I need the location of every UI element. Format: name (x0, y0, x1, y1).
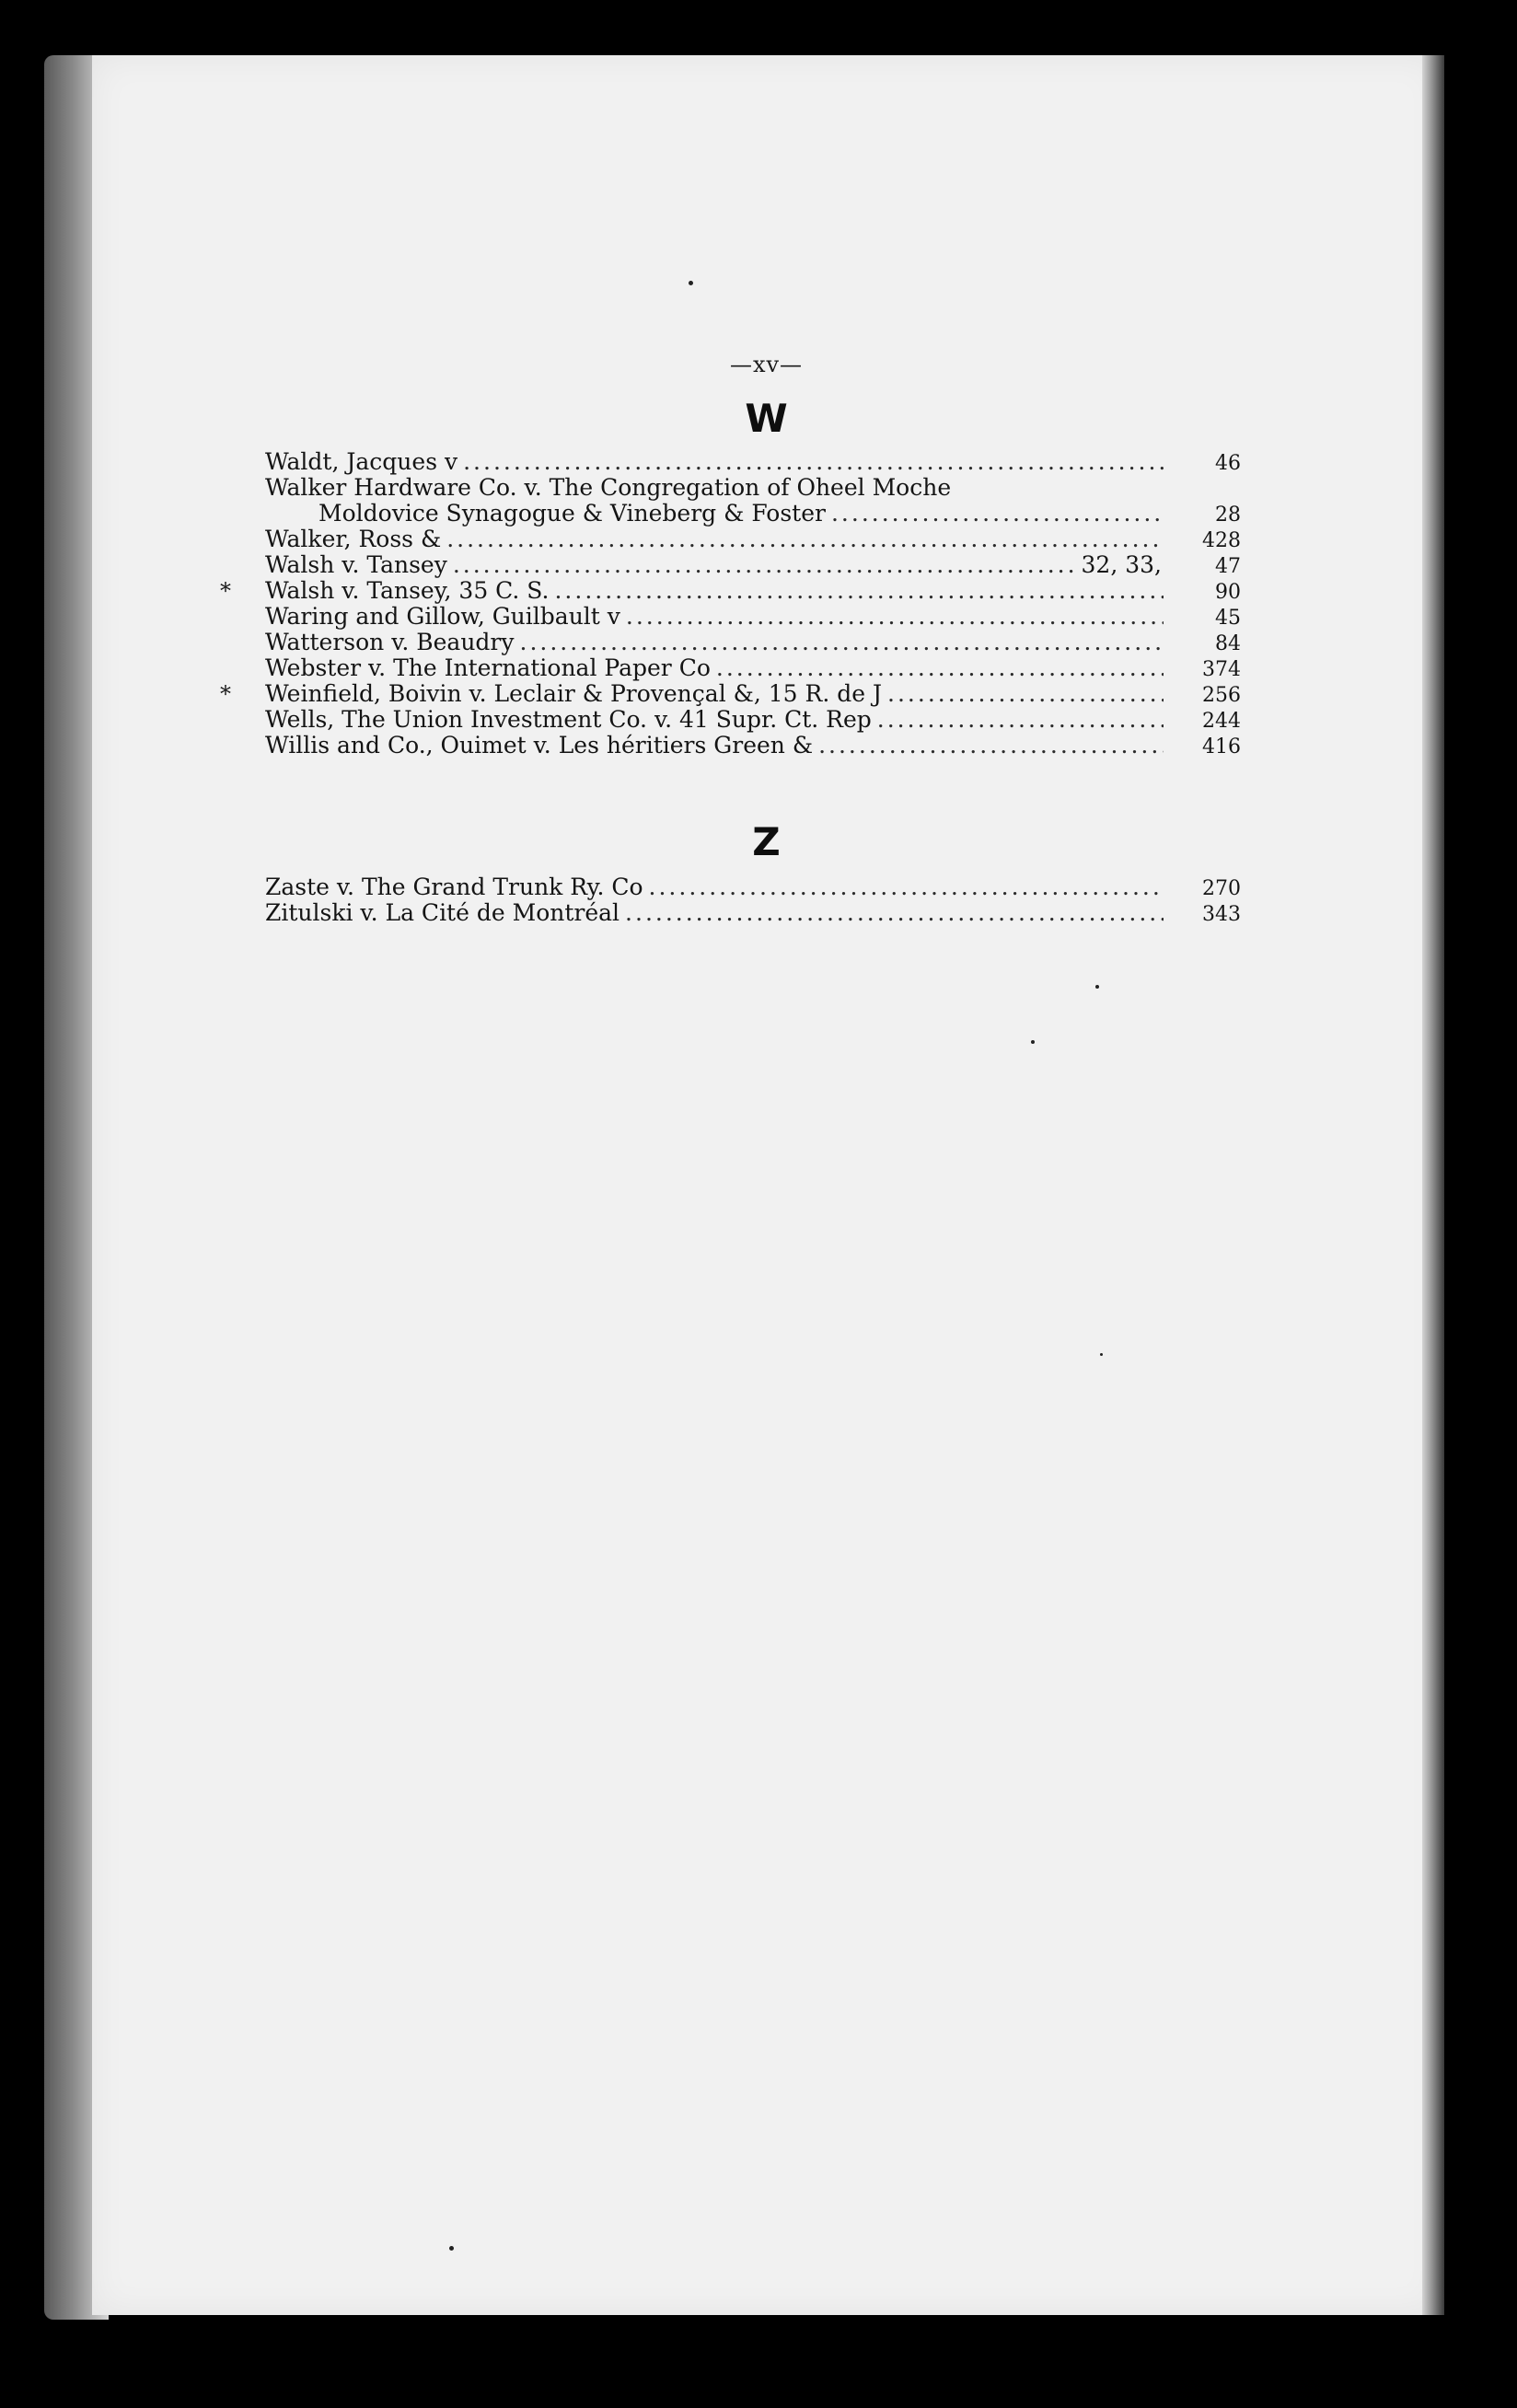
index-entry (265, 707, 1241, 733)
entry-title: Watterson v. Beaudry (265, 629, 515, 655)
dot-leader (463, 449, 1164, 475)
dot-leader (649, 874, 1164, 900)
index-entry (265, 900, 1241, 926)
paper-speck (449, 2246, 454, 2251)
index-entry (220, 577, 1241, 604)
entry-page: 244 (1202, 710, 1241, 733)
entry-title: Zaste v. The Grand Trunk Ry. Co (265, 874, 643, 900)
book-page (92, 55, 1441, 2315)
entry-page: 46 (1215, 452, 1241, 475)
entry-title: Zitulski v. La Cité de Montréal (265, 899, 620, 926)
dot-leader (446, 527, 1164, 552)
page-number: —xv— (729, 352, 804, 377)
index-entry (265, 475, 1241, 527)
dot-leader (831, 501, 1164, 527)
page-edge-shadow (1422, 55, 1444, 2315)
entry-title: Walsh v. Tansey (265, 551, 447, 578)
index-entry (265, 630, 1241, 655)
entry-title: Waring and Gillow, Guilbault v (265, 603, 620, 630)
entry-title: Weinfield, Boivin v. Leclair & Provençal &, 15 R. de J (265, 680, 883, 707)
index-entry (265, 449, 1241, 475)
index-entry (265, 527, 1241, 552)
paper-speck (1095, 985, 1099, 989)
entry-page: 428 (1202, 529, 1241, 552)
index-entry (265, 552, 1241, 578)
dot-leader (554, 578, 1164, 604)
paper-speck (689, 281, 693, 285)
entry-title-continuation: Moldovice Synagogue & Vineberg & Foster (318, 500, 826, 527)
index-entry (265, 874, 1241, 900)
index-list-w (220, 448, 1241, 758)
dot-leader (626, 604, 1164, 630)
entry-title: Walker Hardware Co. v. The Congregation of Oheel Moche (265, 474, 952, 501)
entry-page: 47 (1215, 555, 1241, 578)
entry-page: 84 (1215, 632, 1241, 655)
entry-page: 270 (1202, 877, 1241, 900)
asterisk-marker: * (220, 578, 231, 604)
dot-leader (520, 630, 1164, 655)
entry-page: 374 (1202, 658, 1241, 681)
asterisk-marker: * (220, 681, 231, 707)
index-entry (265, 655, 1241, 681)
dot-leader (716, 655, 1164, 681)
section-heading-w: W (745, 396, 788, 441)
index-list-z (265, 874, 1241, 926)
dot-leader (453, 552, 1076, 578)
entry-title: Walsh v. Tansey, 35 C. S. (265, 577, 550, 604)
entry-title: Waldt, Jacques v (265, 448, 458, 475)
entry-page: 28 (1215, 504, 1241, 527)
dot-leader (877, 707, 1164, 733)
index-entry (265, 733, 1241, 758)
entry-extra-pages: 32, 33, (1081, 551, 1162, 578)
paper-speck (1031, 1040, 1035, 1044)
index-entry (265, 604, 1241, 630)
entry-title: Wells, The Union Investment Co. v. 41 Supr. Ct. Rep (265, 706, 872, 733)
paper-speck (1100, 1353, 1103, 1356)
entry-title: Webster v. The International Paper Co (265, 654, 711, 681)
entry-page: 90 (1215, 581, 1241, 604)
entry-page: 45 (1215, 607, 1241, 630)
entry-page: 416 (1202, 735, 1241, 758)
dot-leader (625, 900, 1164, 926)
entry-title: Walker, Ross & (265, 526, 442, 552)
dot-leader (887, 681, 1164, 707)
entry-page: 343 (1202, 903, 1241, 926)
section-heading-z: Z (752, 819, 781, 864)
dot-leader (818, 733, 1164, 758)
index-entry (220, 680, 1241, 707)
entry-title: Willis and Co., Ouimet v. Les héritiers Green & (265, 732, 814, 758)
entry-page: 256 (1202, 684, 1241, 707)
